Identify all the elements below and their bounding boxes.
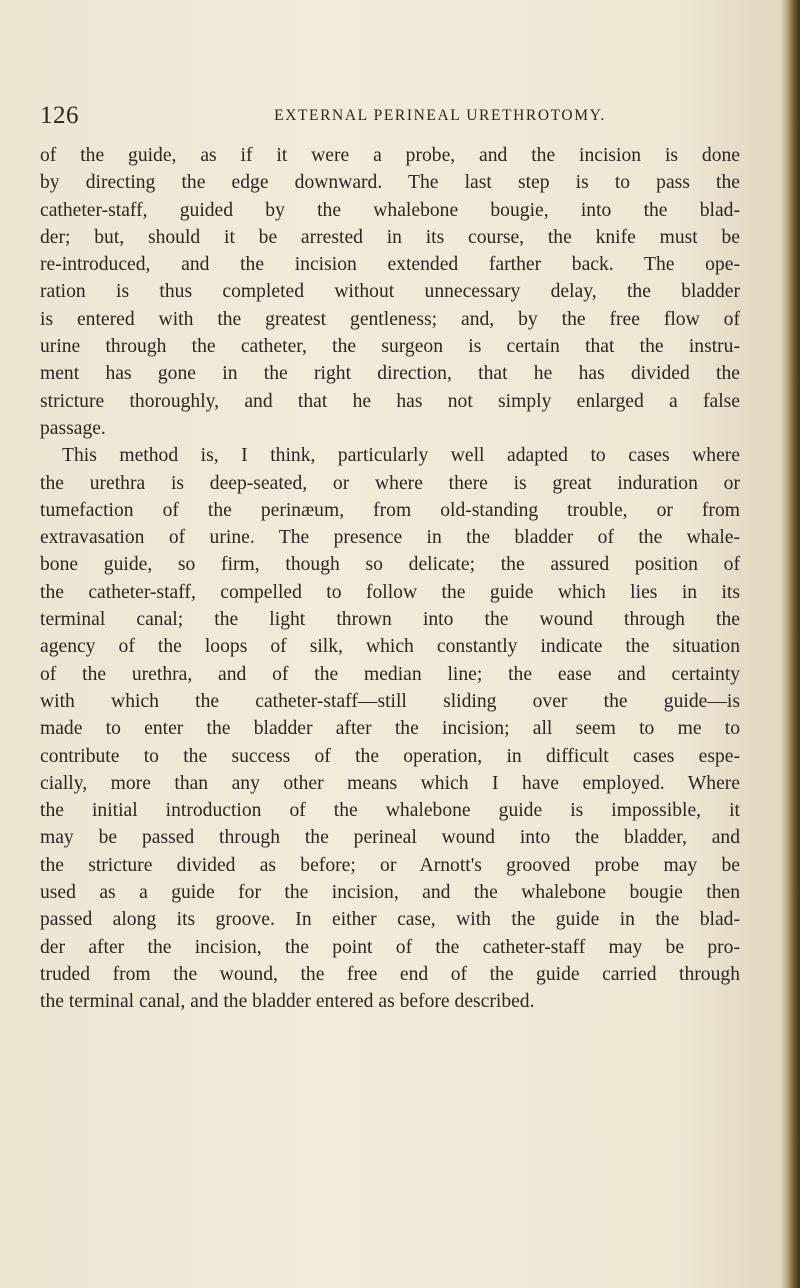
text-line: der; but, should it be arrested in its course, the knife must be — [40, 226, 740, 248]
text-line: may be passed through the perineal wound into the bladder, and — [40, 827, 740, 849]
text-line: contribute to the success of the operation, in difficult cases espe- — [40, 745, 740, 767]
text-line: stricture thoroughly, and that he has not simply enlarged a false — [40, 390, 740, 412]
page-number: 126 — [40, 102, 79, 129]
running-head — [40, 102, 760, 142]
text-line: der after the incision, the point of the catheter-staff may be pro- — [40, 936, 740, 958]
text-line: the terminal canal, and the bladder entered as before described. — [40, 991, 535, 1013]
text-line: the stricture divided as before; or Arnott's grooved probe may be — [40, 854, 740, 876]
text-line: the initial introduction of the whalebone guide is impossible, it — [40, 800, 740, 822]
text-line: catheter-staff, guided by the whalebone bougie, into the blad- — [40, 199, 740, 221]
text-line: bone guide, so firm, though so delicate; the assured position of — [40, 554, 740, 576]
text-line: This method is, I think, particularly well adapted to cases where — [62, 445, 740, 467]
text-line: of the guide, as if it were a probe, and the incision is done — [40, 145, 740, 166]
running-title: EXTERNAL PERINEAL URETHROTOMY. — [274, 107, 606, 124]
text-line: passed along its groove. In either case, with the guide in the blad- — [40, 909, 740, 931]
text-line: is entered with the greatest gentleness; and, by the free flow of — [40, 308, 740, 330]
text-line: of the urethra, and of the median line; the ease and certainty — [40, 663, 740, 685]
text-line: ration is thus completed without unnecessary delay, the bladder — [40, 281, 740, 303]
text-line: the catheter-staff, compelled to follow the guide which lies in its — [40, 581, 740, 603]
page-edge-shadow — [780, 0, 800, 1288]
text-line: with which the catheter-staff—still sliding over the guide—is — [40, 690, 740, 712]
body-text — [40, 142, 740, 1016]
text-line: terminal canal; the light thrown into the wound through the — [40, 609, 740, 631]
text-line: cially, more than any other means which I have employed. Where — [40, 772, 740, 794]
text-line: ment has gone in the right direction, that he has divided the — [40, 363, 740, 385]
text-line: passage. — [40, 417, 106, 439]
text-line: urine through the catheter, the surgeon is certain that the instru- — [40, 336, 740, 358]
text-line: by directing the edge downward. The last step is to pass the — [40, 172, 740, 194]
text-line: truded from the wound, the free end of the guide carried through — [40, 963, 740, 985]
text-line: used as a guide for the incision, and the whalebone bougie then — [40, 882, 740, 904]
text-line: made to enter the bladder after the incision; all seem to me to — [40, 718, 740, 740]
text-line: the urethra is deep-seated, or where there is great induration or — [40, 472, 740, 494]
text-line: tumefaction of the perinæum, from old-standing trouble, or from — [40, 499, 740, 521]
text-line: re-introduced, and the incision extended farther back. The ope- — [40, 254, 740, 276]
text-line: agency of the loops of silk, which constantly indicate the situation — [40, 636, 740, 658]
text-line: extravasation of urine. The presence in the bladder of the whale- — [40, 527, 740, 549]
